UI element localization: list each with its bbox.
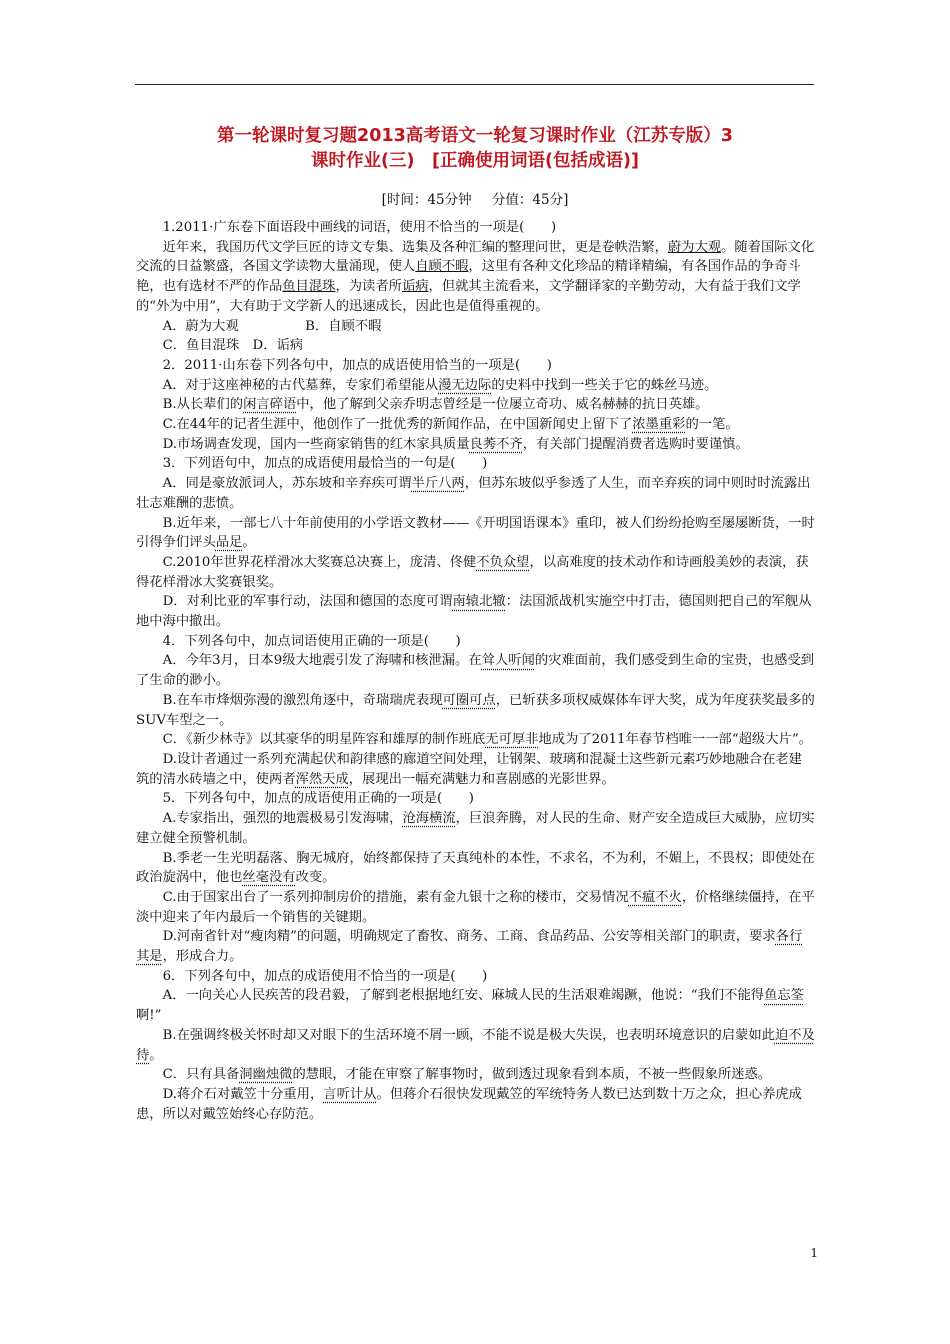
question-6-stem: 6．下列各句中，加点的成语使用不恰当的一项是( )	[162, 968, 488, 984]
question-5-option-a: A.专家指出，强烈的地震极易引发海啸，沧海横流，巨浪奔腾，对人民的生命、财产安全造成巨大威胁，应切实建立健全预警机制。	[136, 811, 815, 846]
question-3-option-a: A．同是豪放派词人，苏东坡和辛弃疾可谓半斤八两，但苏东坡似乎参透了人生，而辛弃疾的词中则时时流露出壮志难酬的悲愤。	[136, 476, 811, 511]
dotted-idiom: 品足	[215, 535, 243, 551]
dotted-idiom: 可圈可点	[442, 692, 496, 708]
underlined-term: 鱼目混珠	[282, 279, 336, 295]
question-6-option-b: B.在强调终极关怀时却又对眼下的生活环境不屑一顾，不能不说是极大失误，也表明环境意识的启蒙如此迫不及待。	[136, 1027, 815, 1063]
question-2-option-b: B.从长辈们的闲言碎语中，他了解到父亲乔明志曾经是一位屡立奇功、威名赫赫的抗日英雄。	[162, 397, 709, 413]
dotted-idiom: 不瘟不火	[628, 889, 682, 905]
question-1-options-cd: C．鱼目混珠 D．诟病	[162, 338, 304, 354]
score-total: 分值：45分]	[491, 192, 569, 208]
question-5-option-b: B.季老一生光明磊落、胸无城府，始终都保持了天真纯朴的本性，不求名，不为利，不媚上，不畏权；即使处在政治旋涡中，他也丝毫没有改变。	[136, 850, 815, 886]
time-limit: [时间：45分钟	[381, 192, 472, 208]
dotted-idiom: 丝毫没有	[242, 870, 296, 886]
dotted-idiom: 浑然天成	[295, 771, 349, 787]
dotted-idiom: 不负众望	[476, 554, 530, 570]
question-2-option-c: C.在44年的记者生涯中，他创作了一批优秀的新闻作品，在中国新闻史上留下了浓墨重彩的一笔。	[162, 417, 739, 433]
question-4-stem: 4．下列各句中，加点词语使用正确的一项是( )	[162, 633, 461, 649]
question-6-option-c: C．只有具备洞幽烛微的慧眼，才能在审察了解事物时，做到透过现象看到本质，不被一些假象所迷惑。	[162, 1067, 772, 1083]
dotted-idiom: 漫无边际	[438, 377, 492, 393]
question-5-stem: 5．下列各句中，加点的成语使用正确的一项是( )	[162, 791, 474, 807]
dotted-idiom: 良莠不齐	[469, 436, 523, 452]
question-6-option-d: D.蒋介石对戴笠十分重用，言听计从。但蒋介石很快发现戴笠的军统特务人数已达到数十万之众，担心养虎成患，所以对戴笠始终心存防范。	[136, 1086, 802, 1122]
question-4-option-d: D.设计者通过一系列充满起伏和韵律感的廊道空间处理，让钢架、玻璃和混凝土这些新元素巧妙地融合在老建筑的清水砖墙之中，使两者浑然天成，展现出一幅充满魅力和喜剧感的光影世界。	[136, 751, 802, 787]
question-3-option-b: B.近年来，一部七八十年前使用的小学语文教材——《开明国语课本》重印，被人们纷纷抢购至屡屡断货，一时引得争们评头品足。	[136, 515, 815, 551]
question-6-option-a: A．一向关心人民疾苦的段君毅，了解到老根据地红安、麻城人民的生活艰难竭蹶，他说：“我们不能得鱼忘筌啊!”	[136, 988, 804, 1024]
title-line-2: 课时作业(三) [正确使用词语(包括成语)]	[311, 151, 639, 171]
question-2-option-d: D.市场调查发现，国内一些商家销售的红木家具质量良莠不齐，有关部门提醒消费者选购时要谨慎。	[162, 436, 749, 452]
question-2-stem: 2．2011·山东卷下列各句中，加点的成语使用恰当的一项是( )	[162, 357, 552, 373]
dotted-idiom: 言听计从	[323, 1086, 377, 1102]
dotted-idiom: 各行其是	[136, 929, 803, 965]
top-rule	[135, 84, 814, 85]
dotted-idiom: 浓墨重彩	[632, 417, 686, 433]
title-line-1: 第一轮课时复习题2013高考语文一轮复习课时作业（江苏专版）3	[217, 126, 733, 146]
underlined-term: 蔚为大观	[667, 239, 722, 255]
question-1-passage: 近年来，我国历代文学巨匠的诗文专集、选集及各种汇编的整理问世，更是卷帙浩繁，蔚为大观。随着国际文化交流的日益繁盛，各国文学读物大量涌现，使人自顾不暇，这里有各种文化珍品的精译精编，有各国作品的争奇斗艳，也有选材不严的作品鱼目混珠，为读者所诟病，但就其主流看来，文学翻译家的辛勤劳动，大有益于我们文学的“外为中用”，大有助于文学新人的迅速成长，因此也是值得重视的。	[136, 239, 815, 314]
dotted-idiom: 无可厚非	[485, 732, 539, 748]
question-3-option-d: D．对利比亚的军事行动，法国和德国的态度可谓南辕北辙：法国派战机实施空中打击，德国则把自己的军舰从地中海中撤出。	[136, 594, 812, 630]
dotted-idiom: 半斤八两	[411, 476, 465, 492]
question-list	[136, 218, 815, 1124]
dotted-idiom: 洞幽烛微	[239, 1067, 293, 1083]
question-5-option-d: D.河南省针对“瘦肉精”的问题，明确规定了畜牧、商务、工商、食品药品、公安等相关部门的职责，要求各行其是，形成合力。	[136, 929, 803, 965]
question-3-option-c: C.2010年世界花样滑冰大奖赛总决赛上，庞清、佟健不负众望，以高难度的技术动作和诗画般美妙的表演，获得花样滑冰大奖赛银奖。	[136, 554, 809, 590]
dotted-idiom: 沧海横流	[402, 811, 456, 827]
question-3-stem: 3．下列语句中，加点的成语使用最恰当的一句是( )	[162, 456, 488, 472]
dotted-idiom: 鱼忘筌	[764, 988, 804, 1004]
question-4-option-a: A．今年3月，日本9级大地震引发了海啸和核泄漏。在耸人听闻的灾难面前，我们感受到生命的宝贵，也感受到了生命的渺小。	[136, 653, 815, 689]
question-1-stem: 1.2011·广东卷下面语段中画线的词语，使用不恰当的一项是( )	[162, 220, 557, 235]
dotted-idiom: 南辕北辙	[452, 594, 506, 610]
question-4-option-b: B.在车市烽烟弥漫的激烈角逐中，奇瑞瑞虎表现可圈可点，已斩获多项权威媒体车评大奖，成为年度获奖最多的SUV车型之一。	[136, 692, 815, 728]
page-number: 1	[810, 1246, 818, 1260]
dotted-idiom: 迫不及待	[136, 1027, 815, 1063]
question-2-option-a: A．对于这座神秘的古代墓葬，专家们希望能从漫无边际的史料中找到一些关于它的蛛丝马迹。	[162, 377, 718, 393]
document-title	[120, 124, 830, 174]
dotted-idiom: 闲言碎语	[243, 397, 297, 413]
underlined-term: 诟病	[401, 279, 429, 295]
question-1-options-ab: A．蔚为大观 B．自顾不暇	[162, 318, 382, 334]
question-4-option-c: C．《新少林寺》以其豪华的明星阵容和雄厚的制作班底无可厚非地成为了2011年春节档唯一一部“超级大片”。	[162, 732, 812, 748]
question-5-option-c: C.由于国家出台了一系列抑制房价的措施，素有金九银十之称的楼市，交易情况不瘟不火，价格继续僵持，在平淡中迎来了年内最后一个销售的关键期。	[136, 889, 815, 925]
dotted-idiom: 耸人听闻	[481, 653, 535, 669]
underlined-term: 自顾不暇	[415, 259, 469, 275]
exam-meta	[0, 188, 950, 208]
